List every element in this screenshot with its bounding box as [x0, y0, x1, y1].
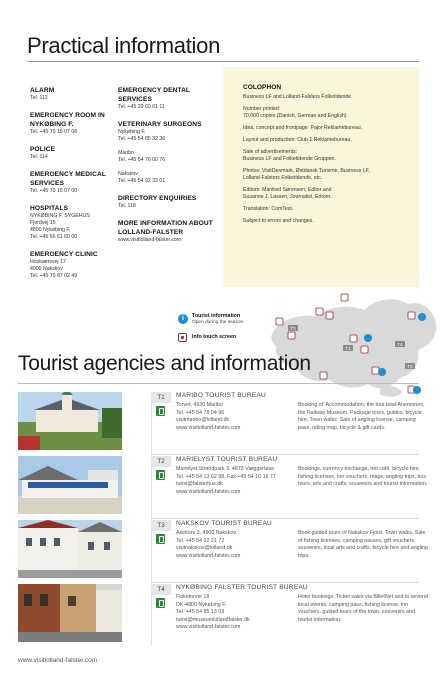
contact-alarm: [30, 86, 114, 102]
colophon-paragraph: Layout and production: Club 1 Reklamebureau.: [243, 137, 352, 143]
map-label-t2: T2: [407, 363, 413, 369]
agency-description: Booking of: Accommodation, the tour boat Anemonen, the Railway Museum. Package tours, guides, bicycle hire, Town walks. Sale of angling license, camping pass, riding map, bicycle & gift cards.: [298, 402, 425, 431]
agency-description: Bookings, currency exchange, net café, bicycle hire, fishing licenses, Inn vouchers, maps, angling trips, bus tours, arts and crafts, souvenirs and tourist information.: [298, 466, 428, 488]
touch-screen-icon: [320, 372, 327, 379]
contact-text: Tel. 112: [30, 95, 48, 101]
agency-nakskov: [18, 520, 428, 586]
agency-tag: T2: [151, 456, 171, 467]
agency-address: Fisketorvet 18 DK-4800 Nykøbing F. Tel. +45 54 85 13 03 turist@museumlollandfalster.dk www.visitlolland-falster.com: [176, 594, 250, 631]
agency-name: MARIBO TOURIST BUREAU: [176, 392, 266, 399]
touch-screen-icon: [326, 312, 333, 319]
touch-screen-icon: [288, 332, 295, 339]
colophon-heading: COLOPHON: [243, 84, 282, 91]
info-icon: [378, 368, 386, 376]
colophon-paragraph: Number printed: 70.000 copies (Danish, German and English): [243, 106, 347, 119]
legend-touch-title: Info touch screen: [192, 333, 237, 340]
contact-link[interactable]: www.visitlolland-falster.com: [118, 237, 182, 243]
map-legend: [178, 313, 243, 349]
page-title: Practical information: [27, 33, 221, 58]
contact-heading: DIRECTORY ENQUIRIES: [118, 195, 197, 202]
info-icon: [418, 313, 426, 321]
contacts-column-1: [30, 86, 114, 289]
contact-text: Tel. +45 70 15 07 00: [30, 188, 78, 194]
contact-text: Tel. +45 70 15 07 08: [30, 129, 78, 135]
colophon-paragraph: Sale of advertisements: Business LF and Folketidende Gruppen.: [243, 149, 336, 162]
colophon-paragraph: Subject to errors and changes.: [243, 218, 314, 224]
info-icon: i: [178, 314, 188, 324]
agency-tag: T3: [151, 520, 171, 531]
legend-tourist-info: [178, 313, 243, 326]
agency-name: MARIELYST TOURIST BUREAU: [176, 456, 278, 463]
contact-heading: VETERINARY SURGEONS: [118, 121, 202, 128]
contact-heading: EMERGENCY DENTAL SERVICES: [118, 87, 190, 103]
lolland-falster-map: [268, 292, 440, 402]
agency-address: Torvet, 4930 Maribo Tel. +45 54 78 04 96 visitmaribo@lolland.dk www.visitlolland-falster.com: [176, 402, 241, 431]
touch-screen-green-icon: [156, 598, 165, 608]
touch-screen-icon: [350, 335, 357, 342]
contact-more-info: [118, 219, 218, 244]
agency-tag: T4: [151, 584, 171, 595]
contact-text: Tel. 118: [118, 203, 136, 209]
touch-screen-icon: [341, 294, 348, 301]
map-label-t3: T3: [290, 325, 296, 331]
agency-description: Hotel bookings. Ticket sales via BilletNet and to several local events, camping pass, fishing license, Inn vouchers, guided tours of the town, souvenirs and tourist information.: [298, 594, 428, 623]
contact-emergency-clinic: [30, 250, 114, 280]
legend-info-title: Tourist information: [192, 313, 241, 319]
contact-heading: EMERGENCY ROOM IN NYKØBING F.: [30, 112, 105, 128]
contact-text: NYKØBING F. SYGEHUS Fjordvej 15 4800 Nykøbing F. Tel. +45 56 51 60 00: [30, 213, 90, 240]
agency-nykobing: [18, 584, 428, 650]
colophon-paragraph: Photos: VisitDenmark, Østdansk Turisme, Business LF, Lolland-Falsters Folketidende, etc.: [243, 168, 370, 181]
contact-text: Nykøbing F. Tel. +45 54 85 32 36 Maribo Tel. +45 54 76 00 76 Nakskov Tel. +45 54 92 33 01: [118, 129, 166, 184]
legend-info-sub: Open during the season: [192, 319, 244, 325]
agency-address: Marielyst Strandpark 3, 4873 Væggerløse Tel. +45 54 13 62 98, Fax +45 54 16 16 77 turist@falsterhus.dk www.visitlolland-falster.com: [176, 466, 276, 495]
contact-heading: POLICE: [30, 146, 56, 153]
contact-medical-services: [30, 170, 114, 195]
touch-screen-icon: [361, 346, 368, 353]
agency-marielyst: [18, 456, 428, 522]
agency-maribo: [18, 392, 425, 458]
agency-name: NYKØBING FALSTER TOURIST BUREAU: [176, 584, 308, 591]
touch-screen-green-icon: [156, 470, 165, 480]
section-rule: [18, 383, 419, 384]
touch-screen-icon: [316, 308, 323, 315]
contact-hospitals: [30, 204, 114, 241]
contact-heading: MORE INFORMATION ABOUT LOLLAND-FALSTER: [118, 220, 213, 236]
colophon-paragraph: Editors: Manfred Sørensen, Editor and Susanne J. Lassen, Journalist, Erkom.: [243, 187, 332, 200]
colophon-paragraph: Translation: ComText.: [243, 206, 294, 212]
contact-dental: [118, 86, 218, 111]
contact-heading: EMERGENCY MEDICAL SERVICES: [30, 171, 106, 187]
touch-screen-icon: [178, 333, 187, 342]
info-icon: [364, 334, 372, 342]
contact-text: Tel. +45 29 60 01 11: [118, 104, 165, 110]
section-title: Tourist agencies and information: [18, 352, 311, 375]
agency-photo: [18, 520, 122, 578]
agency-photo: [18, 456, 122, 514]
contact-directory: [118, 194, 218, 210]
colophon-box: [223, 67, 419, 287]
touch-screen-icon: [372, 367, 379, 374]
contact-emergency-room: [30, 111, 114, 136]
map-label-t4: T4: [397, 341, 403, 347]
touch-screen-icon: [408, 312, 415, 319]
legend-touch-screen: [178, 333, 243, 342]
title-rule: [27, 61, 419, 62]
colophon-paragraph: Idea, concept and frontpage: Pajor Reklamebureau.: [243, 125, 363, 131]
contact-heading: EMERGENCY CLINIC: [30, 251, 98, 258]
contact-police: [30, 145, 114, 161]
footer-url[interactable]: www.visitlolland-falster.com: [18, 657, 98, 664]
agency-tag: T1: [151, 392, 171, 403]
contact-text: Tel. 114: [30, 154, 48, 160]
touch-screen-green-icon: [156, 534, 165, 544]
contact-veterinary: [118, 120, 218, 185]
contacts-column-2: [118, 86, 218, 253]
contact-heading: ALARM: [30, 87, 55, 94]
contact-text: Hoskiærsvej 17 4900 Nakskov Tel. +45 70 87 02 49: [30, 259, 78, 279]
agency-photo: [18, 584, 122, 642]
touch-screen-icon: [276, 318, 283, 325]
touch-screen-green-icon: [156, 406, 165, 416]
agency-photo: [18, 392, 122, 450]
contact-heading: HOSPITALS: [30, 205, 69, 212]
agency-description: Book guided tours of Nakskov Fjord. Town walks. Sale of fishing licenses, camping passes, gift vouchers, souvenirs, local arts and crafts, bicycle hire and angling trips.: [298, 530, 428, 559]
map-label-t1: T1: [345, 345, 351, 351]
colophon-paragraph: Business LF and Lolland-Falsters Folketidende.: [243, 94, 353, 100]
agency-name: NAKSKOV TOURIST BUREAU: [176, 520, 273, 527]
agency-address: Axeltorv 3, 4900 Nakskov Tel. +45 54 92 21 72 visitnakskov@lolland.dk www.visitlolland-falster.com: [176, 530, 241, 559]
